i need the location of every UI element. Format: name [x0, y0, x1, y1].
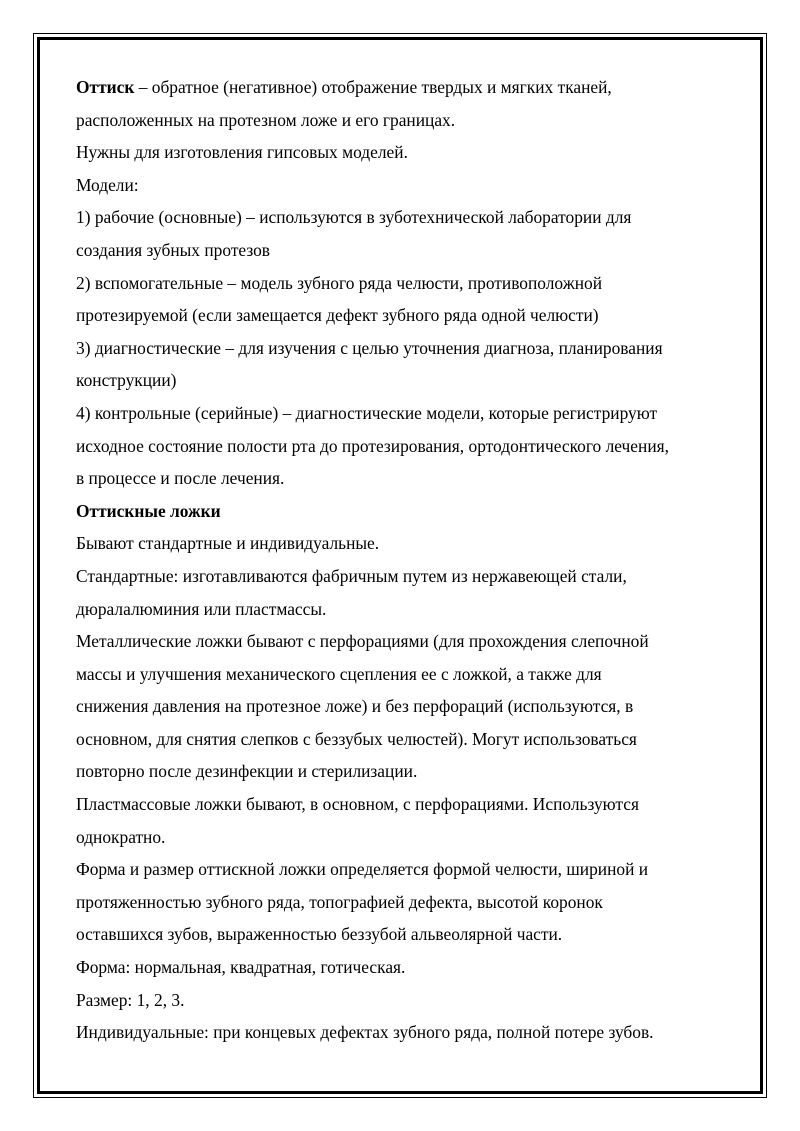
text-line: оставшихся зубов, выраженностью беззубой альвеолярной части.	[76, 924, 563, 945]
text-line: протяженностью зубного ряда, топографией дефекта, высотой коронок	[76, 891, 603, 912]
text-line	[76, 71, 736, 104]
text-line: 1) рабочие (основные) – используются в зуботехнической лаборатории для	[76, 207, 632, 228]
text-line: 3) диагностические – для изучения с целью уточнения диагноза, планирования	[76, 337, 663, 358]
text-line: однократно.	[76, 826, 166, 847]
text-line: Индивидуальные: при концевых дефектах зубного ряда, полной потере зубов.	[76, 1022, 654, 1043]
text-line: Пластмассовые ложки бывают, в основном, с перфорациями. Используются	[76, 794, 639, 815]
text-line: Металлические ложки бывают с перфорациями (для прохождения слепочной	[76, 631, 649, 652]
text-line: повторно после дезинфекции и стерилизации.	[76, 761, 418, 782]
text-line: в процессе и после лечения.	[76, 468, 285, 489]
text-line: создания зубных протезов	[76, 239, 271, 260]
text-line: исходное состояние полости рта до протезирования, ортодонтического лечения,	[76, 435, 669, 456]
term-bold: Оттиск	[76, 77, 135, 97]
text-line: 4) контрольные (серийные) – диагностические модели, которые регистрируют	[76, 402, 658, 423]
text-line: Бывают стандартные и индивидуальные.	[76, 533, 380, 554]
text-line: Форма и размер оттискной ложки определяется формой челюсти, шириной и	[76, 859, 649, 880]
text-line: протезируемой (если замещается дефект зубного ряда одной челюсти)	[76, 305, 599, 326]
text-line: конструкции)	[76, 370, 177, 391]
text-line: Модели:	[76, 174, 139, 195]
text-line: расположенных на протезном ложе и его границах.	[76, 109, 456, 130]
heading-bold: Оттискные ложки	[76, 500, 221, 521]
line-text: – обратное (негативное) отображение твердых и мягких тканей,	[134, 77, 612, 97]
text-line: 2) вспомогательные – модель зубного ряда челюсти, противоположной	[76, 272, 603, 293]
text-line: снижения давления на протезное ложе) и без перфораций (используются, в	[76, 696, 634, 717]
text-line: Форма: нормальная, квадратная, готическая.	[76, 957, 406, 978]
document-body	[76, 71, 736, 1049]
text-line: дюралалюминия или пластмассы.	[76, 598, 327, 619]
text-line: Размер: 1, 2, 3.	[76, 989, 185, 1010]
text-line: основном, для снятия слепков с беззубых челюстей). Могут использоваться	[76, 728, 637, 749]
text-line: Нужны для изготовления гипсовых моделей.	[76, 142, 408, 163]
section-heading	[76, 495, 736, 528]
text-line: Стандартные: изготавливаются фабричным путем из нержавеющей стали,	[76, 565, 627, 586]
text-line: массы и улучшения механического сцепления ее с ложкой, а также для	[76, 663, 602, 684]
